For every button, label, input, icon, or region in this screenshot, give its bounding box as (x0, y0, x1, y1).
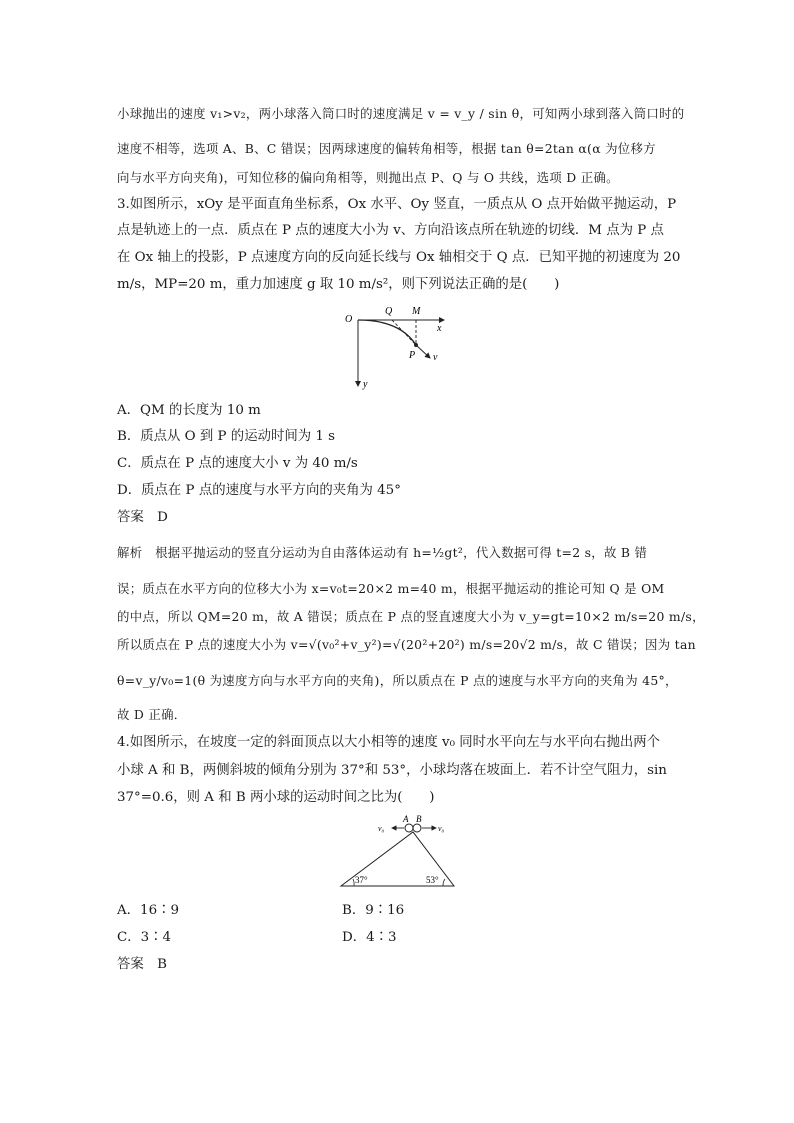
q3-explanation-line-5: θ=v_y/v₀=1(θ 为速度方向与水平方向的夹角)，所以质点在 P 点的速度与水平方向的夹角为 45°， (117, 673, 678, 688)
q4-option-a: A．16∶9 (117, 903, 180, 918)
tangent-extension (392, 320, 416, 345)
q3-stem-line-4: m/s，MP=20 m，重力加速度 g 取 10 m/s²，则下列说法正确的是( ) (117, 277, 560, 292)
label-v: v (433, 352, 438, 363)
q4-stem-line-2: 小球 A 和 B，两侧斜坡的倾角分别为 37°和 53°，小球均落在坡面上．若不计空气阻力，sin (117, 763, 667, 778)
q4-stem-line-1: 4.如图所示，在坡度一定的斜面顶点以大小相等的速度 v₀ 同时水平向左与水平向右抛出两个 (117, 735, 661, 750)
q3-option-a: A．QM 的长度为 10 m (117, 403, 261, 418)
prev-explanation-line-1: 小球抛出的速度 v₁>v₂，两小球落入筒口时的速度满足 v = v_y / sin θ，可知两小球到落入筒口时的 (117, 106, 685, 121)
q3-explanation-line-4: 所以质点在 P 点的速度大小为 v=√(v₀²+v_y²)=√(20²+20²) m/s=20√2 m/s，故 C 错误；因为 tan (117, 637, 696, 652)
label-m: M (412, 306, 421, 317)
q3-explanation-line-1: 解析 根据平抛运动的竖直分运动为自由落体运动有 h=½gt²，代入数据可得 t=2 s，故 B 错 (117, 545, 648, 560)
ball-b (413, 824, 421, 832)
prev-explanation-line-3: 向与水平方向夹角)，可知位移的偏向角相等，则抛出点 P、Q 与 O 共线，选项 D 正确。 (117, 170, 619, 185)
ball-a (405, 824, 413, 832)
q3-answer: 答案 D (117, 510, 168, 525)
label-p: P (409, 350, 416, 361)
label-y: y (363, 379, 368, 390)
label-x: x (437, 323, 442, 334)
label-v0-right: v₀ (438, 824, 445, 833)
q4-option-d: D．4∶3 (342, 930, 397, 945)
trajectory-curve (358, 320, 416, 345)
q3-option-d: D．质点在 P 点的速度与水平方向的夹角为 45° (117, 483, 401, 498)
q4-option-b: B．9∶16 (342, 903, 405, 918)
label-v0-left: v₀ (378, 824, 385, 833)
q4-option-c: C．3∶4 (117, 930, 172, 945)
label-b: B (416, 814, 422, 824)
angle-arc-right (443, 879, 445, 886)
q3-option-c: C．质点在 P 点的速度大小 v 为 40 m/s (117, 456, 358, 471)
q3-stem-line-3: 在 Ox 轴上的投影，P 点速度方向的反向延长线与 Ox 轴相交于 Q 点．已知平抛的初速度为 20 (117, 250, 681, 265)
q4-stem-line-3: 37°=0.6，则 A 和 B 两小球的运动时间之比为( ) (117, 790, 435, 805)
point-p-dot (414, 343, 418, 347)
q4-answer: 答案 B (117, 957, 168, 972)
q3-explanation-line-3: 的中点，所以 QM=20 m，故 A 错误；质点在 P 点的竖直速度大小为 v_y=gt=10×2 m/s=20 m/s， (117, 609, 705, 624)
q3-explanation-line-2: 误；质点在水平方向的位移大小为 x=v₀t=20×2 m=40 m，根据平抛运动的推论可知 Q 是 OM (117, 581, 665, 596)
prev-explanation-line-2: 速度不相等，选项 A、B、C 错误；因两球速度的偏转角相等，根据 tan θ=2tan α(α 为位移方 (117, 141, 656, 156)
q3-explanation-line-6: 故 D 正确． (117, 707, 187, 722)
label-q: Q (385, 306, 393, 317)
velocity-arrow (416, 345, 430, 358)
label-o: O (345, 314, 353, 325)
label-a: A (403, 814, 409, 824)
q3-stem-line-1: 3.如图所示，xOy 是平面直角坐标系，Ox 水平、Oy 竖直，一质点从 O 点开始做平抛运动，P (117, 197, 677, 212)
label-53deg: 53° (426, 875, 439, 885)
q3-option-b: B．质点从 O 到 P 的运动时间为 1 s (117, 429, 336, 444)
q3-stem-line-2: 点是轨迹上的一点．质点在 P 点的速度大小为 v、方向沿该点所在轨迹的切线．M 点为 P 点 (117, 223, 664, 238)
q4-slope-figure (336, 812, 458, 890)
angle-arc-left (353, 879, 354, 886)
q3-projectile-figure (340, 300, 460, 392)
label-37deg: 37° (355, 875, 368, 885)
